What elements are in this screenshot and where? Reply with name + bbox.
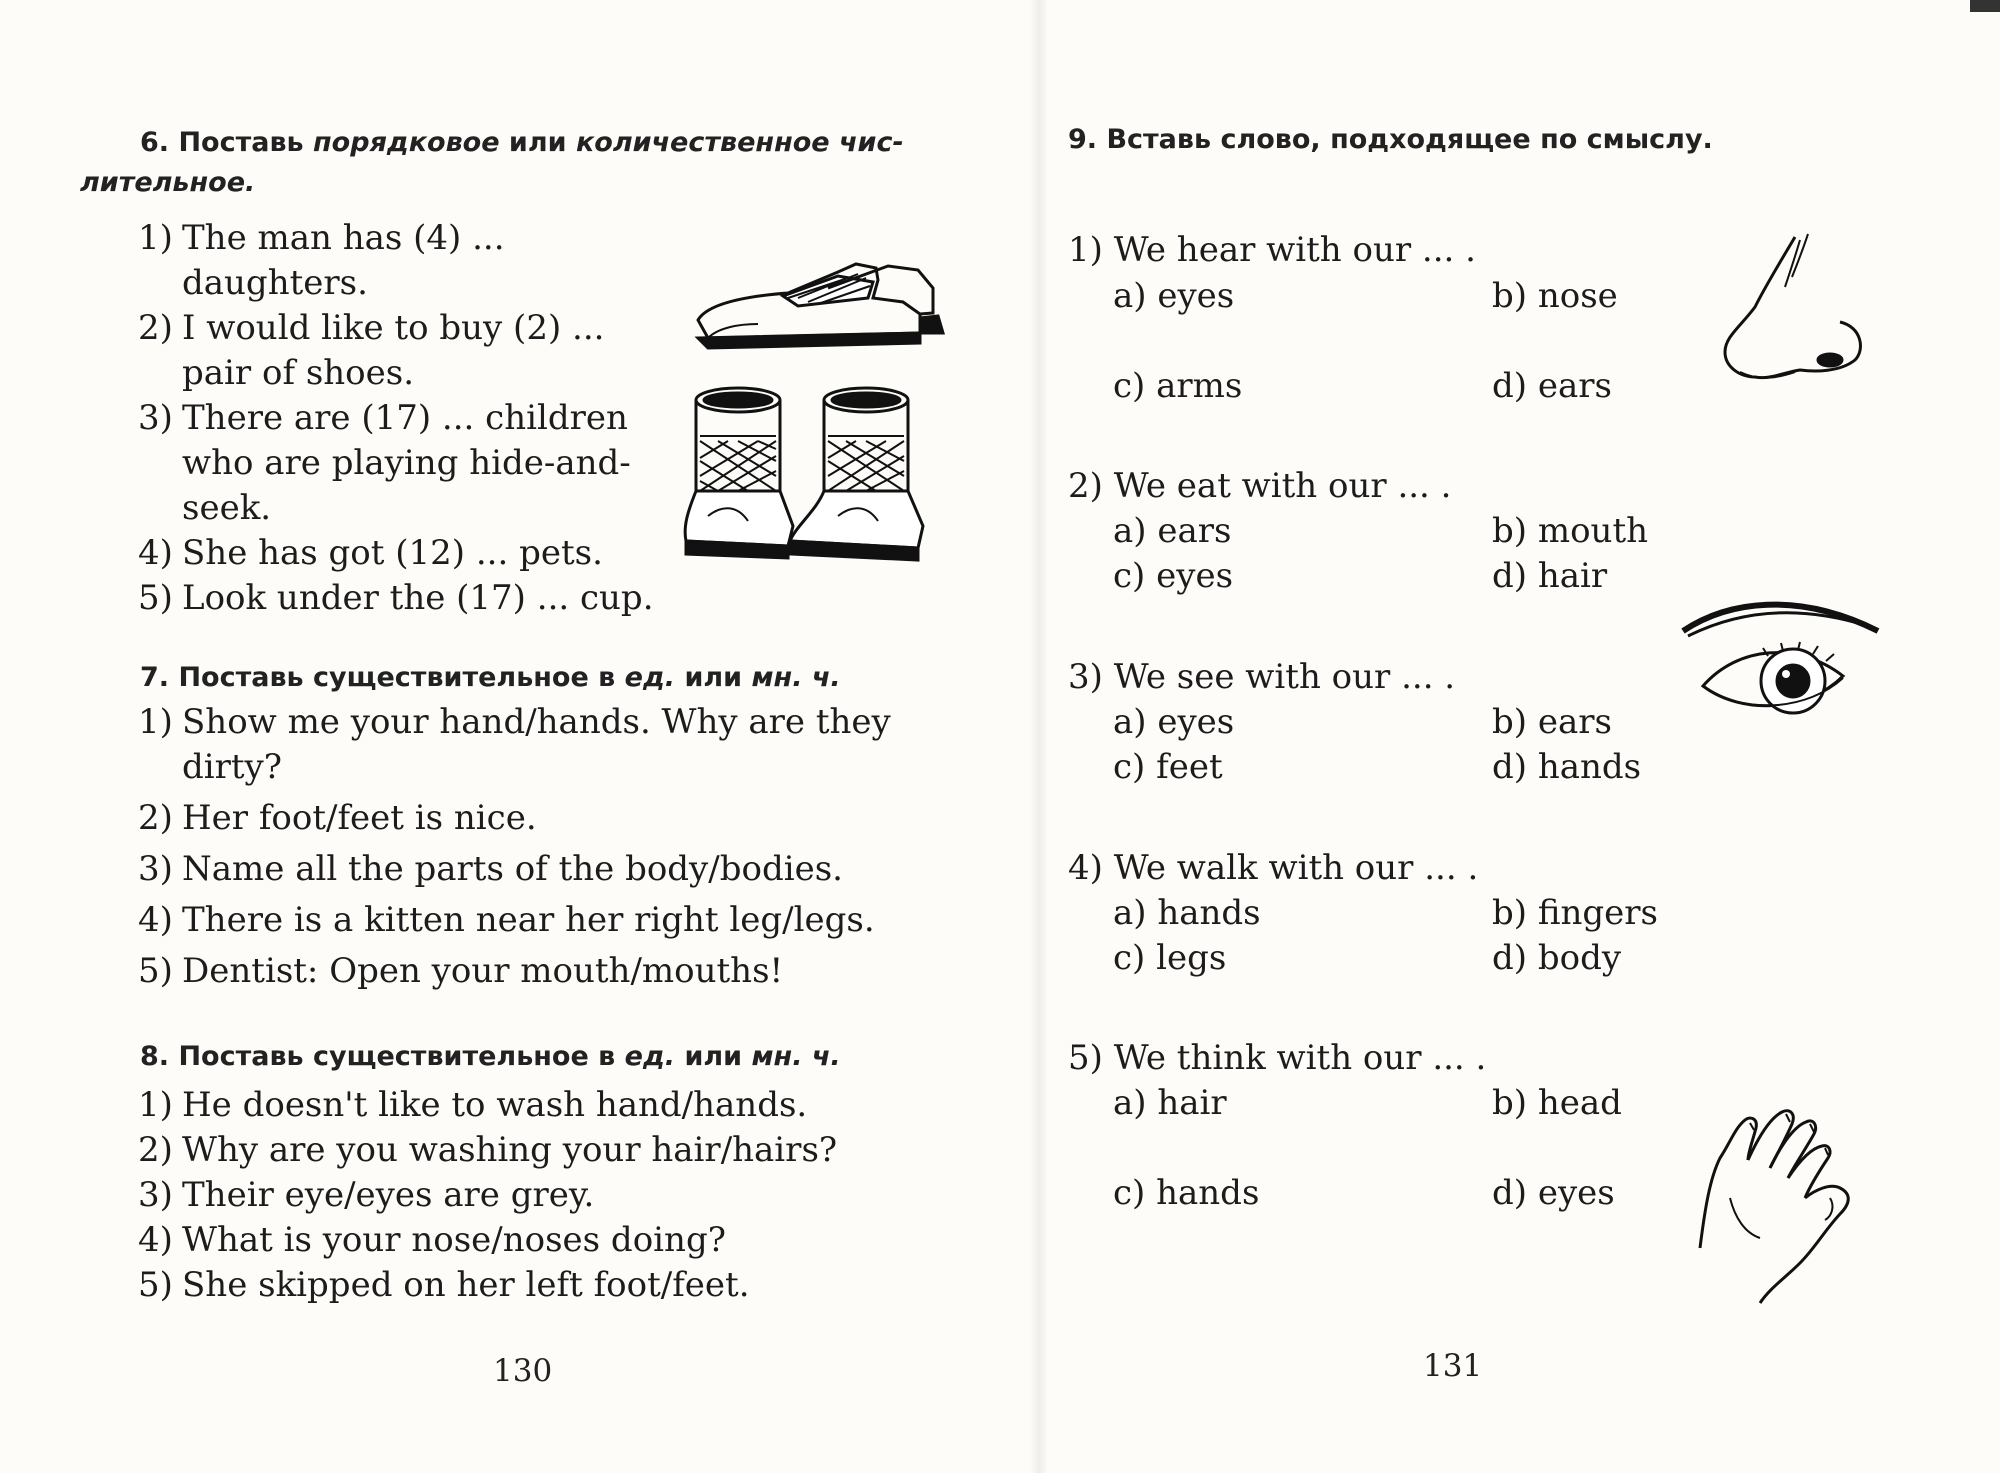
option-2d: d) hair <box>1492 556 1608 596</box>
option-3b: b) ears <box>1492 702 1612 742</box>
question-3: 3) We see with our ... . <box>1068 657 1456 697</box>
list-item: 5) She skipped on her left foot/feet. <box>138 1265 750 1305</box>
option-1b: b) nose <box>1492 276 1618 316</box>
option-3c: c) feet <box>1113 747 1223 787</box>
exercise-6-heading-cont: лительное. <box>80 167 256 198</box>
page-number-left: 130 <box>493 1353 553 1389</box>
page-number-right: 131 <box>1423 1348 1483 1384</box>
list-item: 4) She has got (12) ... pets. <box>138 533 603 573</box>
list-item: 4) There is a kitten near her right leg/legs. <box>138 900 875 940</box>
exercise-8-heading: 8. Поставь существительное в ед. или мн. ч. <box>140 1041 841 1072</box>
option-2c: c) eyes <box>1113 556 1234 596</box>
hand-illustration <box>1690 1098 1870 1308</box>
question-1: 1) We hear with our ... . <box>1068 230 1476 270</box>
option-4a: a) hands <box>1113 893 1261 933</box>
option-4b: b) fingers <box>1492 893 1658 933</box>
question-2: 2) We eat with our ... . <box>1068 466 1452 506</box>
option-5b: b) head <box>1492 1083 1622 1123</box>
exercise-7-heading: 7. Поставь существительное в ед. или мн. ч. <box>140 662 841 693</box>
exercise-9-heading: 9. Вставь слово, подходящее по смыслу. <box>1068 124 1713 155</box>
option-1d: d) ears <box>1492 366 1612 406</box>
exercise-6-heading: 6. Поставь порядковое или количественное чис- <box>140 127 904 158</box>
exercise-8-list <box>138 1083 837 1308</box>
option-5c: c) hands <box>1113 1173 1260 1213</box>
option-2a: a) ears <box>1113 511 1232 551</box>
list-item: 5) Look under the (17) ... cup. <box>138 578 654 618</box>
nose-illustration <box>1700 232 1870 392</box>
list-item: 2) Her foot/feet is nice. <box>138 798 537 838</box>
list-item: 3) There are (17) ... children who are playing hide-and- seek. <box>138 398 631 528</box>
list-item: 1) Show me your hand/hands. Why are they dirty? <box>138 702 891 787</box>
option-3d: d) hands <box>1492 747 1642 787</box>
question-4: 4) We walk with our ... . <box>1068 848 1479 888</box>
question-5: 5) We think with our ... . <box>1068 1038 1487 1078</box>
list-item: 3) Their eye/eyes are grey. <box>138 1175 595 1215</box>
list-item: 1) The man has (4) ... daughters. <box>138 218 505 303</box>
list-item: 1) He doesn't like to wash hand/hands. <box>138 1085 808 1125</box>
scan-edge-mark <box>1970 0 2000 12</box>
page-gutter <box>1030 0 1048 1473</box>
list-item: 2) I would like to buy (2) ... pair of shoes. <box>138 308 605 393</box>
option-1c: c) arms <box>1113 366 1243 406</box>
option-4c: c) legs <box>1113 938 1227 978</box>
option-2b: b) mouth <box>1492 511 1649 551</box>
option-3a: a) eyes <box>1113 702 1235 742</box>
exercise-7-list <box>138 700 891 994</box>
list-item: 2) Why are you washing your hair/hairs? <box>138 1130 838 1170</box>
option-4d: d) body <box>1492 938 1622 978</box>
option-5a: a) hair <box>1113 1083 1227 1123</box>
shoes-illustration <box>688 258 953 363</box>
exercise-6-list <box>138 216 654 621</box>
eye-illustration <box>1678 586 1883 746</box>
option-5d: d) eyes <box>1492 1173 1615 1213</box>
option-1a: a) eyes <box>1113 276 1235 316</box>
list-item: 4) What is your nose/noses doing? <box>138 1220 726 1260</box>
boots-illustration <box>678 386 948 566</box>
list-item: 3) Name all the parts of the body/bodies. <box>138 849 843 889</box>
list-item: 5) Dentist: Open your mouth/mouths! <box>138 951 784 991</box>
